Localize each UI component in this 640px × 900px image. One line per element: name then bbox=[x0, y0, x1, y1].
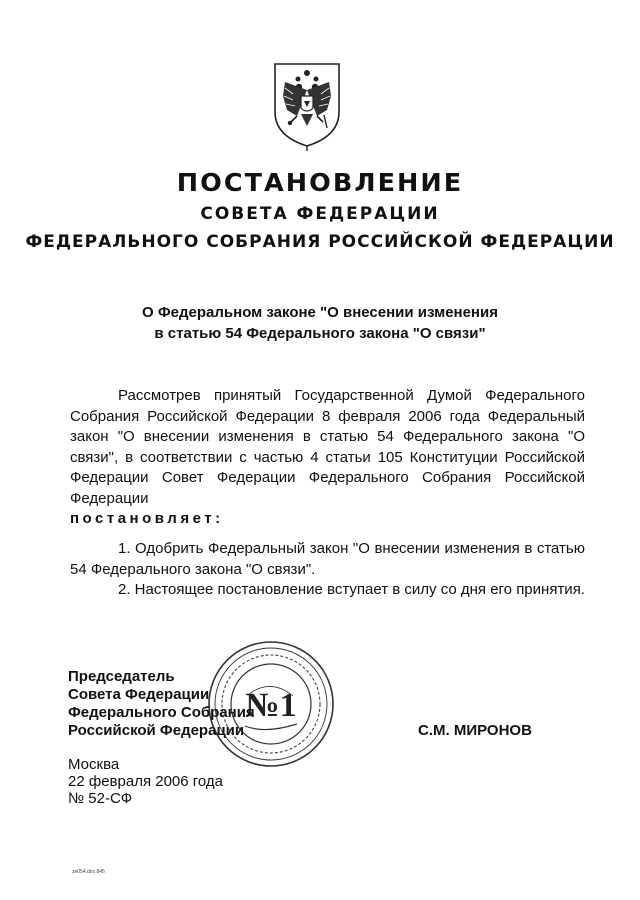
document-subject bbox=[0, 302, 640, 344]
issuer-line-1: СОВЕТА ФЕДЕРАЦИИ bbox=[200, 204, 440, 224]
city: Москва bbox=[68, 756, 120, 773]
round-seal-stamp-icon bbox=[205, 638, 337, 770]
document-number: № 52-СФ bbox=[68, 790, 133, 807]
signatory-line-1: Председатель bbox=[68, 668, 175, 685]
signatory-line-4: Российской Федерации bbox=[68, 722, 245, 739]
document-title: ПОСТАНОВЛЕНИЕ bbox=[176, 168, 464, 197]
signatory-name: С.М. МИРОНОВ bbox=[418, 722, 532, 739]
state-emblem-icon bbox=[271, 60, 343, 152]
point-2: 2. Настоящее постановление вступает в силу со дня его принятия. bbox=[118, 581, 585, 598]
date: 22 февраля 2006 года bbox=[68, 773, 224, 790]
subject-line-1: О Федеральном законе "О внесении изменения bbox=[142, 304, 498, 321]
resolves-word: постановляет: bbox=[70, 510, 224, 527]
resolution-points bbox=[70, 539, 585, 601]
eagle-emblem-shield bbox=[271, 60, 343, 152]
signatory-line-3: Федерального Собрания bbox=[68, 704, 255, 721]
preamble-paragraph bbox=[70, 386, 585, 530]
preamble-text: Рассмотрев принятый Государственной Думой Федерального Собрания Российской Федерации 8 февраля 2006 года Федеральный закон "О внесении изменения в статью 54 Федерального закона "О связи", в соответствии с частью 4 статьи 105 Конституции Российской Федерации Совет Федерации Федерального Собрания Российской Федерации bbox=[70, 387, 585, 507]
signatory-line-2: Совета Федерации bbox=[68, 686, 210, 703]
file-reference: ze054.doc 845 bbox=[72, 869, 105, 875]
point-1: 1. Одобрить Федеральный закон "О внесении изменения в статью 54 Федерального закона "О связи". bbox=[70, 540, 585, 578]
subject-line-2: в статью 54 Федерального закона "О связи" bbox=[154, 325, 486, 342]
place-date-block bbox=[68, 756, 223, 807]
stamp-number: №1 bbox=[245, 687, 297, 724]
seal-graphic bbox=[205, 638, 337, 770]
issuer-line-2: ФЕДЕРАЛЬНОГО СОБРАНИЯ РОССИЙСКОЙ ФЕДЕРАЦИИ bbox=[25, 232, 615, 252]
